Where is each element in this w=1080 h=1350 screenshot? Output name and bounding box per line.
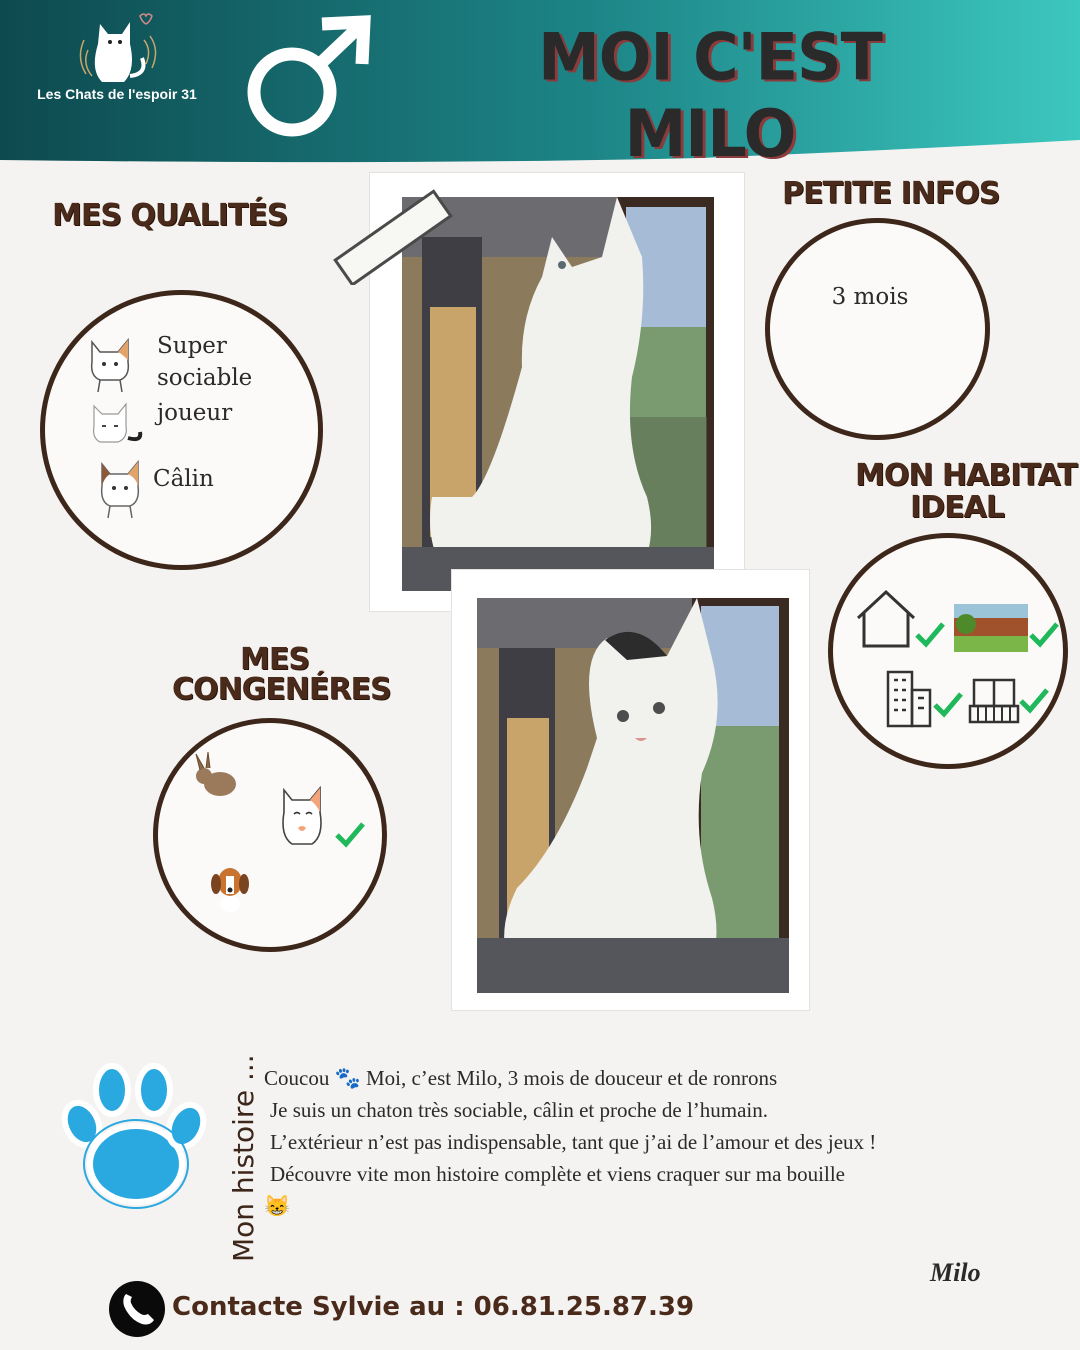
- association-name: Les Chats de l'espoir 31: [37, 86, 197, 102]
- story-line-3: L’extérieur n’est pas indispensable, tant que j’ai de l’amour et des jeux !: [270, 1130, 877, 1154]
- male-symbol-icon: [240, 12, 375, 142]
- signature: Milo: [930, 1258, 981, 1287]
- qualities-title: MES QUALITÉS: [52, 198, 288, 233]
- infos-title: PETITE INFOS: [782, 176, 1000, 211]
- quality-calin: Câlin: [153, 466, 214, 492]
- cat-icon: [276, 782, 332, 848]
- white-cat-icon: [88, 398, 146, 448]
- age-value: 3 mois: [831, 284, 909, 310]
- phone-icon: [108, 1280, 166, 1338]
- habitat-title-line1: MON HABITAT: [855, 458, 1077, 493]
- house-icon: [854, 588, 918, 650]
- quality-super: Super: [157, 333, 227, 359]
- check-icon-building: [932, 690, 964, 718]
- story-line-5-emoji: 😸: [264, 1194, 291, 1218]
- apartment-building-icon: [882, 668, 934, 728]
- paw-print-icon: [52, 1054, 212, 1214]
- quality-joueur: joueur: [157, 400, 233, 426]
- tape-decoration: [325, 185, 455, 285]
- contact-text[interactable]: Contacte Sylvie au : 06.81.25.87.39: [172, 1292, 695, 1322]
- quality-sociable: sociable: [157, 365, 253, 391]
- association-logo-icon: [78, 10, 168, 86]
- habitat-title-line2: IDEAL: [910, 490, 1004, 525]
- calico-cat-icon-2: [96, 456, 148, 520]
- dog-icon: [210, 864, 250, 912]
- story-line-4: Découvre vite mon histoire complète et viens craquer sur ma bouille: [270, 1162, 845, 1186]
- check-icon-house: [914, 620, 946, 648]
- garden-icon: [954, 604, 1028, 652]
- window-balcony-icon: [968, 676, 1020, 724]
- check-icon-window: [1018, 686, 1050, 714]
- infos-circle: [765, 218, 990, 440]
- habitat-circle: [828, 533, 1068, 769]
- story-side-title: Mon histoire ...: [227, 1054, 260, 1262]
- story-line-1: Coucou 🐾 Moi, c’est Milo, 3 mois de douceur et de ronrons: [264, 1066, 778, 1090]
- check-icon-cat: [334, 820, 366, 848]
- story-line-2: Je suis un chaton très sociable, câlin et proche de l’humain.: [270, 1098, 769, 1122]
- cat-photo-2: [477, 598, 789, 993]
- calico-cat-icon: [84, 332, 136, 394]
- check-icon-garden: [1028, 620, 1060, 648]
- rabbit-icon: [190, 752, 240, 798]
- congeners-title-line2: CONGENÉRES: [172, 672, 391, 707]
- page-title: MOI C'EST MILO: [538, 18, 882, 172]
- congeners-title-line1: MES: [240, 642, 309, 677]
